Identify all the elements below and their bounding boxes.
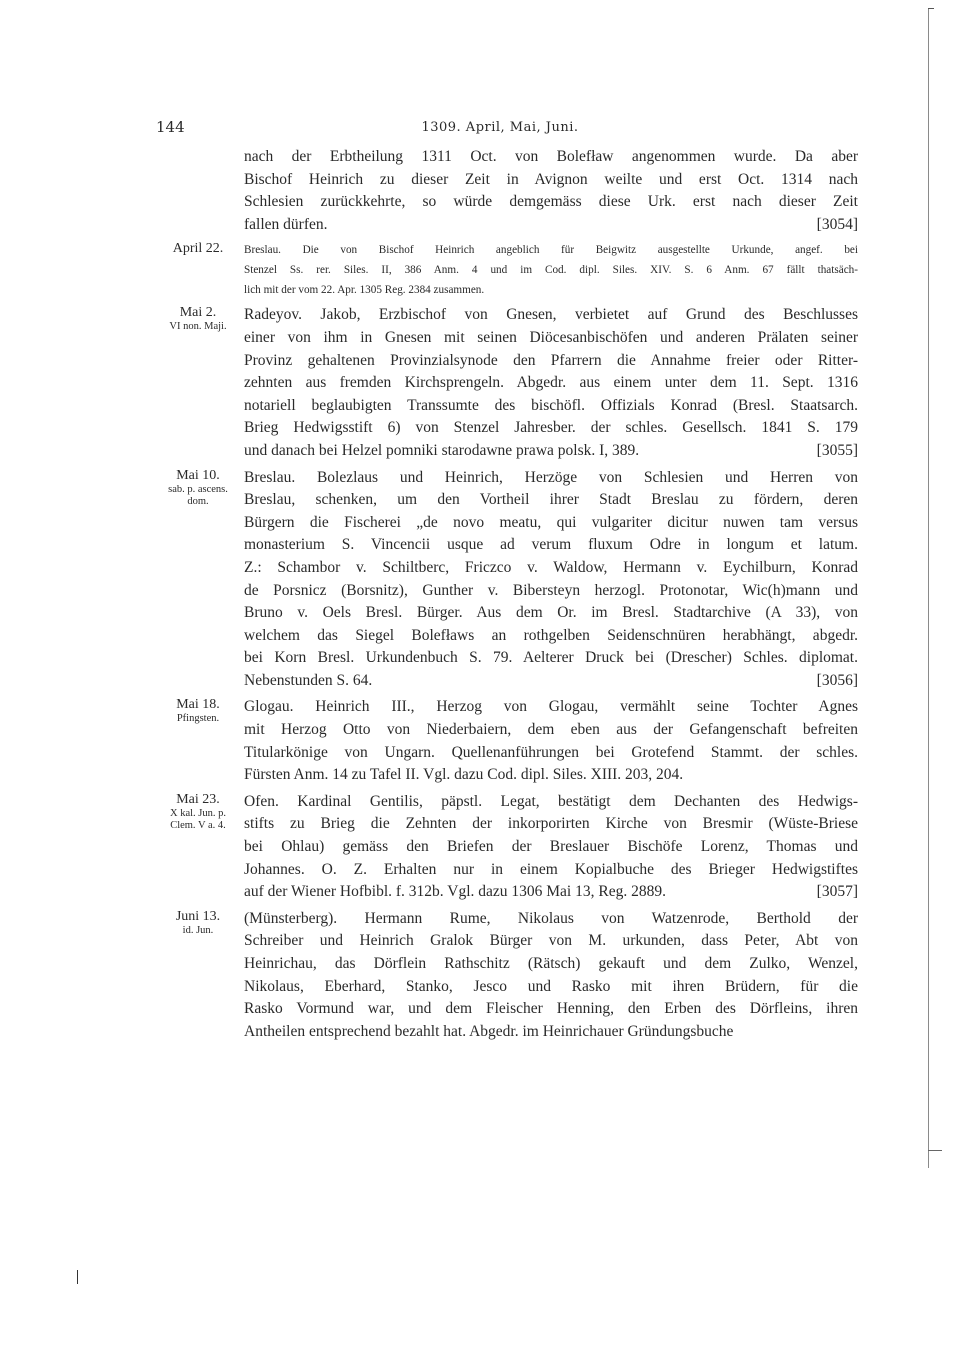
text-line: Bürgern die Fischerei „de novo meatu, qui vulgariter dicitur nuwen tam versus [244,513,858,531]
text-line: de Porsnicz (Borsnitz), Gunther v. Bibersteyn herzogl. Protonotar, Wic(h)mann und [244,581,858,599]
text-line: bei Ohlau) gemäss den Briefen der Breslauer Bischöfe Lorenz, Thomas und [244,838,858,856]
margin-date [158,467,238,508]
regest-entry [158,240,858,300]
margin-date [158,304,238,333]
margin-date [158,240,238,257]
regest-entry [158,791,858,904]
margin-date [158,791,238,832]
text-line: Brieg Hedwigsstift 6) von Stenzel Jahresber. der schles. Gesellsch. 1841 S. 179 [244,419,858,437]
margin-date [158,908,238,937]
entry-date: Juni 13. [175,908,221,924]
text-line-last [244,670,858,693]
text-line: Breslau. Die von Bischof Heinrich angeblich für Beigwitz ausgestellte Urkunde, angef. bei [244,244,858,257]
text-line: Ofen. Kardinal Gentilis, päpstl. Legat, bestätigt dem Dechanten des Hedwigs- [244,792,858,810]
entry-date-note: Pfingsten. [176,713,220,725]
page-edge-tick [928,1150,942,1151]
text-line: Nebenstunden S. 64. [244,671,373,689]
text-line: Provinz gehaltenen Provinzialsynode den Pfarrern die Annahme freier oder Ritter- [244,351,858,369]
running-title: 1309. April, Mai, Juni. [421,120,579,135]
text-line: Radeyov. Jakob, Erzbischof von Gnesen, verbietet auf Grund des Beschlusses [244,306,858,324]
text-line: Rasko Vormund war, und dem Fleischer Henning, den Erben des Dörfleins, ihren [244,1000,858,1018]
text-line: Breslau. Bolezlaus und Heinrich, Herzöge von Schlesien und Herren von [244,468,858,486]
text-line: Stenzel Ss. rer. Siles. II, 386 Anm. 4 und im Cod. dipl. Siles. XIV. S. 6 Anm. 67 fällt thatsäch- [244,264,858,277]
text-line: stifts zu Brieg die Zehnten der inkorporirten Kirche von Bresmir (Wüste-Briese [244,815,858,833]
regest-entry [158,696,858,786]
text-line: welchem das Siegel Bolefławs an rothgelben Seidenschnüren herabhängt, abgedr. [244,626,858,644]
page-content [158,146,858,1043]
text-line: Nikolaus, Eberhard, Stanko, Jesco und Rasko mit ihren Brüdern, für die [244,977,858,995]
entry-date-note: sab. p. ascens. dom. [168,483,228,507]
text-line: monasterium S. Vincencii usque ad verum fluxum Odre in longum et latum. [244,536,858,554]
entry-date: April 22. [172,241,224,257]
text-line: einer von ihm in Gnesen mit seinen Diöcesanbischöfen und anderen Prälaten seiner [244,328,858,346]
regest-entry [158,304,858,462]
text-line: Fürsten Anm. 14 zu Tafel II. Vgl. dazu Cod. dipl. Siles. XIII. 203, 204. [244,766,684,784]
entry-date-note: VI non. Maji. [169,321,227,333]
regest-entry [158,467,858,693]
text-line: zehnten aus fremden Kirchsprengeln. Abgedr. aus einem unter dem 11. Sept. 1316 [244,374,858,392]
text-line: nach der Erbtheilung 1311 Oct. von Bolefław angenommen wurde. Da aber [244,148,858,165]
text-line: Johannes. O. Z. Erhalten nur in einem Kopialbuche des Brieger Hedwigstiftes [244,860,858,878]
text-line: mit Herzog Otto von Niederbaiern, dem eben aus der Gefangenschaft befreiten [244,721,858,739]
page-number: 144 [156,118,185,136]
text-line: Bischof Heinrich zu dieser Zeit in Avignon weilte und erst Oct. 1314 nach [244,170,858,188]
text-line-last [244,881,858,904]
text-line: Schlesien zurückkehrte, so würde demgemäss diese Urk. erst nach dieser Zeit [244,193,858,211]
text-line-last [244,214,858,237]
entry-date-note: X kal. Jun. p. Clem. V a. 4. [170,807,226,831]
regest-number: [3056] [816,671,858,689]
text-line: Z.: Schambor v. Schiltberc, Friczco v. Waldow, Hermann v. Eychilburn, Konrad [244,558,858,576]
entry-date: Mai 2. [179,305,217,321]
regest-number: [3055] [816,441,858,459]
text-line: Antheilen entsprechend bezahlt hat. Abgedr. im Heinrichauer Gründungsbuche [244,1022,734,1040]
entries-list [158,236,858,1043]
margin-mark [77,1270,78,1284]
text-line-last [244,440,858,463]
text-line: lich mit der vom 22. Apr. 1305 Reg. 2384 zusammen. [244,284,485,297]
regest-entry [158,908,858,1044]
text-line: Glogau. Heinrich III., Herzog von Glogau, vermählt seine Tochter Agnes [244,698,858,716]
text-line: Heinrichau, das Dörflein Rathschitz (Rätsch) gekauft und dem Zulko, Wenzel, [244,955,858,972]
text-line: und danach bei Helzel pomniki starodawne prawa polsk. I, 389. [244,441,640,459]
entry-date: Mai 10. [176,467,220,483]
text-line: Titularkönige von Ungarn. Quellenanführungen bei Grotefend Stammt. der schles. [244,743,858,761]
entry-date-note: id. Jun. [182,924,214,936]
text-line: notariell beglaubigten Transsumte des bischöfl. Offizials Konrad (Bresl. Staatsarch. [244,396,858,414]
text-line: bei Korn Bresl. Urkundenbuch S. 79. Aelterer Druck bei (Drescher) Schles. diplomat. [244,649,858,667]
text-line: fallen dürfen. [244,215,328,233]
continuation-block [158,146,858,236]
margin-date [158,696,238,725]
entry-date: Mai 18. [176,697,220,713]
regest-number: [3057] [816,883,858,901]
text-line: Breslau, schenken, um den Vortheil ihrer Stadt Breslau zu fördern, deren [244,491,858,509]
text-line: (Münsterberg). Hermann Rume, Nikolaus von Watzenrode, Berthold der [244,909,858,927]
entry-date: Mai 23. [176,791,220,807]
text-line: auf der Wiener Hofbibl. f. 312b. Vgl. dazu 1306 Mai 13, Reg. 2889. [244,883,666,901]
regest-number: [3054] [816,215,858,233]
page-header [140,118,860,142]
text-line: Bruno v. Oels Bresl. Bürger. Aus dem Or. im Bresl. Stadtarchive (A 33), von [244,604,858,622]
text-line: Schreiber und Heinrich Gralok Bürger von M. urkunden, dass Peter, Abt von [244,932,858,950]
page-edge-line [928,8,949,1168]
